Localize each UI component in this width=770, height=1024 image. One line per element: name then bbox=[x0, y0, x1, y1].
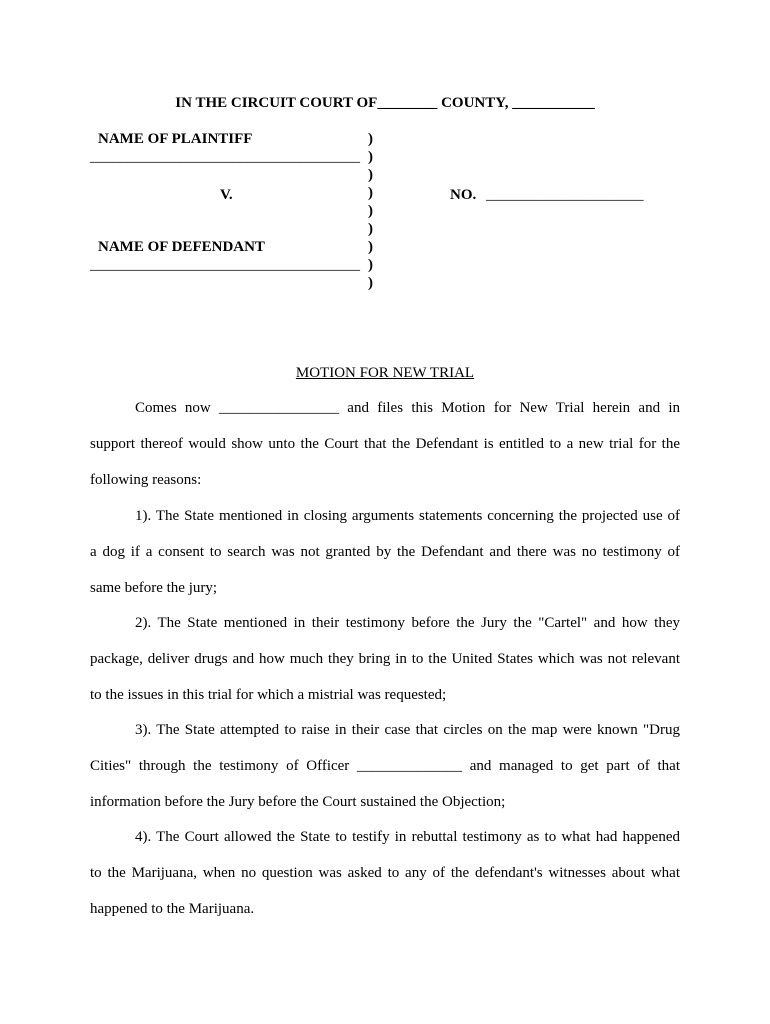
plaintiff-signature-line: ____________________________________ bbox=[90, 149, 360, 165]
caption-paren: ) bbox=[368, 203, 373, 219]
case-number-line: _____________________ bbox=[486, 187, 644, 203]
motion-title: MOTION FOR NEW TRIAL bbox=[295, 365, 475, 381]
reason-line: package, deliver drugs and how much they bring in to the United States which was not relevant bbox=[90, 651, 680, 667]
reason-line: to the Marijuana, when no question was asked to any of the defendant's witnesses about what bbox=[90, 865, 680, 881]
intro-line: support thereof would show unto the Court that the Defendant is entitled to a new trial for the bbox=[90, 436, 680, 452]
defendant-signature-line: ____________________________________ bbox=[90, 257, 360, 273]
reason-line: to the issues in this trial for which a mistrial was requested; bbox=[90, 687, 447, 703]
plaintiff-label: NAME OF PLAINTIFF bbox=[98, 131, 253, 147]
reason-line: 3). The State attempted to raise in their case that circles on the map were known "Drug bbox=[135, 722, 680, 738]
reason-line: happened to the Marijuana. bbox=[90, 901, 255, 917]
defendant-label: NAME OF DEFENDANT bbox=[98, 239, 265, 255]
intro-line: following reasons: bbox=[90, 472, 202, 488]
reason-line: Cities" through the testimony of Officer ______________ and managed to get part of that bbox=[90, 758, 680, 774]
caption-paren: ) bbox=[368, 149, 373, 165]
reason-paragraph-3 bbox=[90, 712, 680, 820]
versus-label: V. bbox=[220, 187, 233, 203]
intro-paragraph bbox=[90, 390, 680, 498]
caption-paren: ) bbox=[368, 257, 373, 273]
reason-line: same before the jury; bbox=[90, 580, 218, 596]
case-number-label: NO. bbox=[450, 187, 477, 203]
reason-paragraph-4 bbox=[90, 819, 680, 927]
reason-paragraph-1 bbox=[90, 498, 680, 606]
reason-line: 1). The State mentioned in closing arguments statements concerning the projected use of bbox=[135, 508, 680, 524]
caption-paren: ) bbox=[368, 131, 373, 147]
reason-line: 2). The State mentioned in their testimony before the Jury the "Cartel" and how they bbox=[135, 615, 680, 631]
reason-line: a dog if a consent to search was not granted by the Defendant and there was no testimony of bbox=[90, 544, 680, 560]
caption-paren: ) bbox=[368, 167, 373, 183]
caption-paren: ) bbox=[368, 275, 373, 291]
court-heading: IN THE CIRCUIT COURT OF________ COUNTY, ___________ bbox=[175, 95, 595, 111]
reason-paragraph-2 bbox=[90, 605, 680, 713]
caption-paren: ) bbox=[368, 221, 373, 237]
reason-line: information before the Jury before the Court sustained the Objection; bbox=[90, 794, 506, 810]
caption-paren: ) bbox=[368, 185, 373, 201]
intro-line: Comes now ________________ and files this Motion for New Trial herein and in bbox=[135, 400, 680, 416]
caption-paren: ) bbox=[368, 239, 373, 255]
reason-line: 4). The Court allowed the State to testify in rebuttal testimony as to what had happened bbox=[135, 829, 680, 845]
